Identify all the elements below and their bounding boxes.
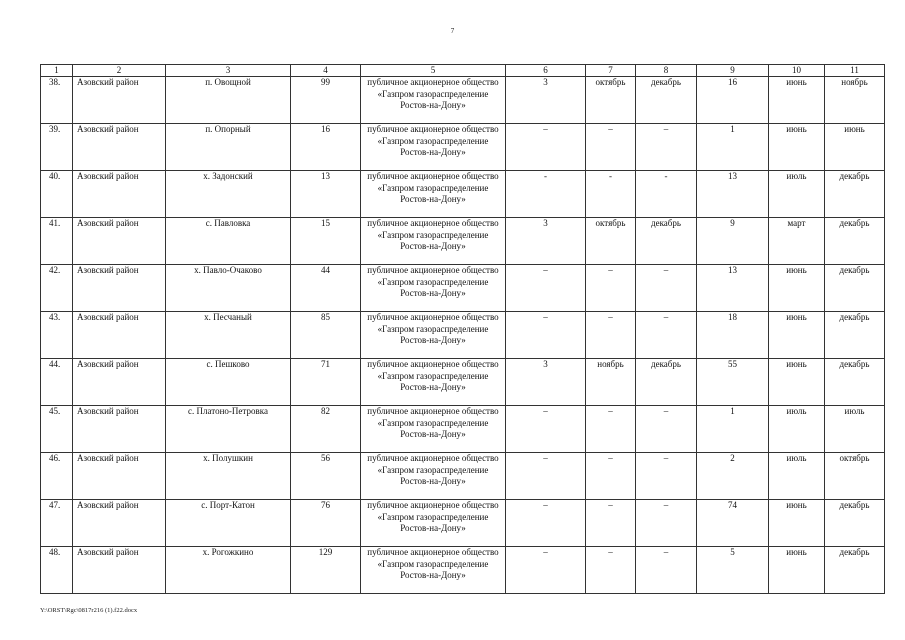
organization-cell: публичное акционерное общество «Газпром газораспределение Ростов-на-Дону» [361,406,506,453]
col9-cell: 9 [697,218,769,265]
column-number-header: 7 [586,65,636,77]
col10-cell: март [769,218,825,265]
settlement-cell: х. Павло-Очаково [166,265,291,312]
col10-cell: июнь [769,500,825,547]
col9-cell: 13 [697,171,769,218]
row-number-cell: 39. [41,124,73,171]
district-cell: Азовский район [73,265,166,312]
table-row [41,453,885,500]
settlement-cell: х. Песчаный [166,312,291,359]
col6-cell: – [506,312,586,359]
col9-cell: 18 [697,312,769,359]
col6-cell: 3 [506,77,586,124]
col11-cell: декабрь [825,171,885,218]
column-number-header: 8 [636,65,697,77]
column-number-header: 6 [506,65,586,77]
col6-cell: – [506,547,586,594]
count-cell: 85 [291,312,361,359]
col7-cell: – [586,406,636,453]
col11-cell: июль [825,406,885,453]
row-number-cell: 48. [41,547,73,594]
district-cell: Азовский район [73,453,166,500]
settlement-cell: с. Пешково [166,359,291,406]
col6-cell: 3 [506,218,586,265]
col11-cell: декабрь [825,218,885,265]
settlement-cell: х. Полушкин [166,453,291,500]
col8-cell: – [636,547,697,594]
col10-cell: июнь [769,77,825,124]
col8-cell: – [636,312,697,359]
row-number-cell: 41. [41,218,73,265]
col11-cell: октябрь [825,453,885,500]
count-cell: 13 [291,171,361,218]
count-cell: 76 [291,500,361,547]
col6-cell: 3 [506,359,586,406]
col7-cell: ноябрь [586,359,636,406]
col7-cell: – [586,500,636,547]
col7-cell: – [586,312,636,359]
district-cell: Азовский район [73,218,166,265]
col8-cell: декабрь [636,77,697,124]
settlement-cell: с. Павловка [166,218,291,265]
organization-cell: публичное акционерное общество «Газпром газораспределение Ростов-на-Дону» [361,218,506,265]
table-row [41,547,885,594]
col8-cell: – [636,453,697,500]
row-number-cell: 46. [41,453,73,500]
col6-cell: - [506,171,586,218]
settlement-cell: с. Платоно-Петровка [166,406,291,453]
table-row [41,312,885,359]
column-number-header: 4 [291,65,361,77]
col8-cell: - [636,171,697,218]
organization-cell: публичное акционерное общество «Газпром газораспределение Ростов-на-Дону» [361,171,506,218]
table-header [41,65,885,77]
col6-cell: – [506,124,586,171]
row-number-cell: 43. [41,312,73,359]
organization-cell: публичное акционерное общество «Газпром газораспределение Ростов-на-Дону» [361,124,506,171]
row-number-cell: 40. [41,171,73,218]
col8-cell: – [636,500,697,547]
count-cell: 71 [291,359,361,406]
settlement-cell: п. Опорный [166,124,291,171]
organization-cell: публичное акционерное общество «Газпром газораспределение Ростов-на-Дону» [361,265,506,312]
organization-cell: публичное акционерное общество «Газпром газораспределение Ростов-на-Дону» [361,77,506,124]
district-cell: Азовский район [73,312,166,359]
settlement-cell: п. Овощной [166,77,291,124]
row-number-cell: 44. [41,359,73,406]
col7-cell: - [586,171,636,218]
page-number: 7 [450,27,455,35]
count-cell: 15 [291,218,361,265]
col10-cell: июнь [769,124,825,171]
col10-cell: июль [769,453,825,500]
count-cell: 16 [291,124,361,171]
table-row [41,500,885,547]
col11-cell: июнь [825,124,885,171]
table-row [41,171,885,218]
col9-cell: 55 [697,359,769,406]
footer-file-path: Y:\ORST\Rgc\0817r216 (1).f22.docx [40,607,138,614]
table-row [41,406,885,453]
count-cell: 44 [291,265,361,312]
data-table [40,64,885,594]
col9-cell: 16 [697,77,769,124]
col7-cell: – [586,453,636,500]
col11-cell: декабрь [825,500,885,547]
col11-cell: декабрь [825,547,885,594]
settlement-cell: х. Рогожкино [166,547,291,594]
col9-cell: 1 [697,124,769,171]
col11-cell: декабрь [825,265,885,312]
col8-cell: – [636,265,697,312]
row-number-cell: 45. [41,406,73,453]
col7-cell: октябрь [586,77,636,124]
col10-cell: июнь [769,359,825,406]
col9-cell: 1 [697,406,769,453]
column-number-header: 3 [166,65,291,77]
table-row [41,218,885,265]
col7-cell: – [586,124,636,171]
header-row [41,65,885,77]
col10-cell: июль [769,171,825,218]
settlement-cell: х. Задонский [166,171,291,218]
district-cell: Азовский район [73,359,166,406]
settlement-cell: с. Порт-Катон [166,500,291,547]
col9-cell: 13 [697,265,769,312]
count-cell: 99 [291,77,361,124]
district-cell: Азовский район [73,77,166,124]
table-body [41,77,885,594]
district-cell: Азовский район [73,547,166,594]
count-cell: 56 [291,453,361,500]
col7-cell: – [586,265,636,312]
table-row [41,265,885,312]
col6-cell: – [506,453,586,500]
district-cell: Азовский район [73,124,166,171]
count-cell: 129 [291,547,361,594]
district-cell: Азовский район [73,406,166,453]
col11-cell: декабрь [825,359,885,406]
row-number-cell: 42. [41,265,73,312]
col9-cell: 74 [697,500,769,547]
col8-cell: – [636,124,697,171]
organization-cell: публичное акционерное общество «Газпром газораспределение Ростов-на-Дону» [361,312,506,359]
organization-cell: публичное акционерное общество «Газпром газораспределение Ростов-на-Дону» [361,547,506,594]
row-number-cell: 38. [41,77,73,124]
col10-cell: июнь [769,265,825,312]
col7-cell: октябрь [586,218,636,265]
col6-cell: – [506,265,586,312]
count-cell: 82 [291,406,361,453]
col10-cell: июнь [769,547,825,594]
row-number-cell: 47. [41,500,73,547]
column-number-header: 1 [41,65,73,77]
column-number-header: 11 [825,65,885,77]
col8-cell: декабрь [636,359,697,406]
col10-cell: июль [769,406,825,453]
table-row [41,124,885,171]
col6-cell: – [506,500,586,547]
district-cell: Азовский район [73,500,166,547]
table-row [41,77,885,124]
col9-cell: 5 [697,547,769,594]
col8-cell: декабрь [636,218,697,265]
organization-cell: публичное акционерное общество «Газпром газораспределение Ростов-на-Дону» [361,453,506,500]
col6-cell: – [506,406,586,453]
column-number-header: 9 [697,65,769,77]
col11-cell: декабрь [825,312,885,359]
col10-cell: июнь [769,312,825,359]
column-number-header: 5 [361,65,506,77]
column-number-header: 2 [73,65,166,77]
table-row [41,359,885,406]
organization-cell: публичное акционерное общество «Газпром газораспределение Ростов-на-Дону» [361,500,506,547]
col7-cell: – [586,547,636,594]
column-number-header: 10 [769,65,825,77]
organization-cell: публичное акционерное общество «Газпром газораспределение Ростов-на-Дону» [361,359,506,406]
col8-cell: – [636,406,697,453]
col9-cell: 2 [697,453,769,500]
district-cell: Азовский район [73,171,166,218]
col11-cell: ноябрь [825,77,885,124]
